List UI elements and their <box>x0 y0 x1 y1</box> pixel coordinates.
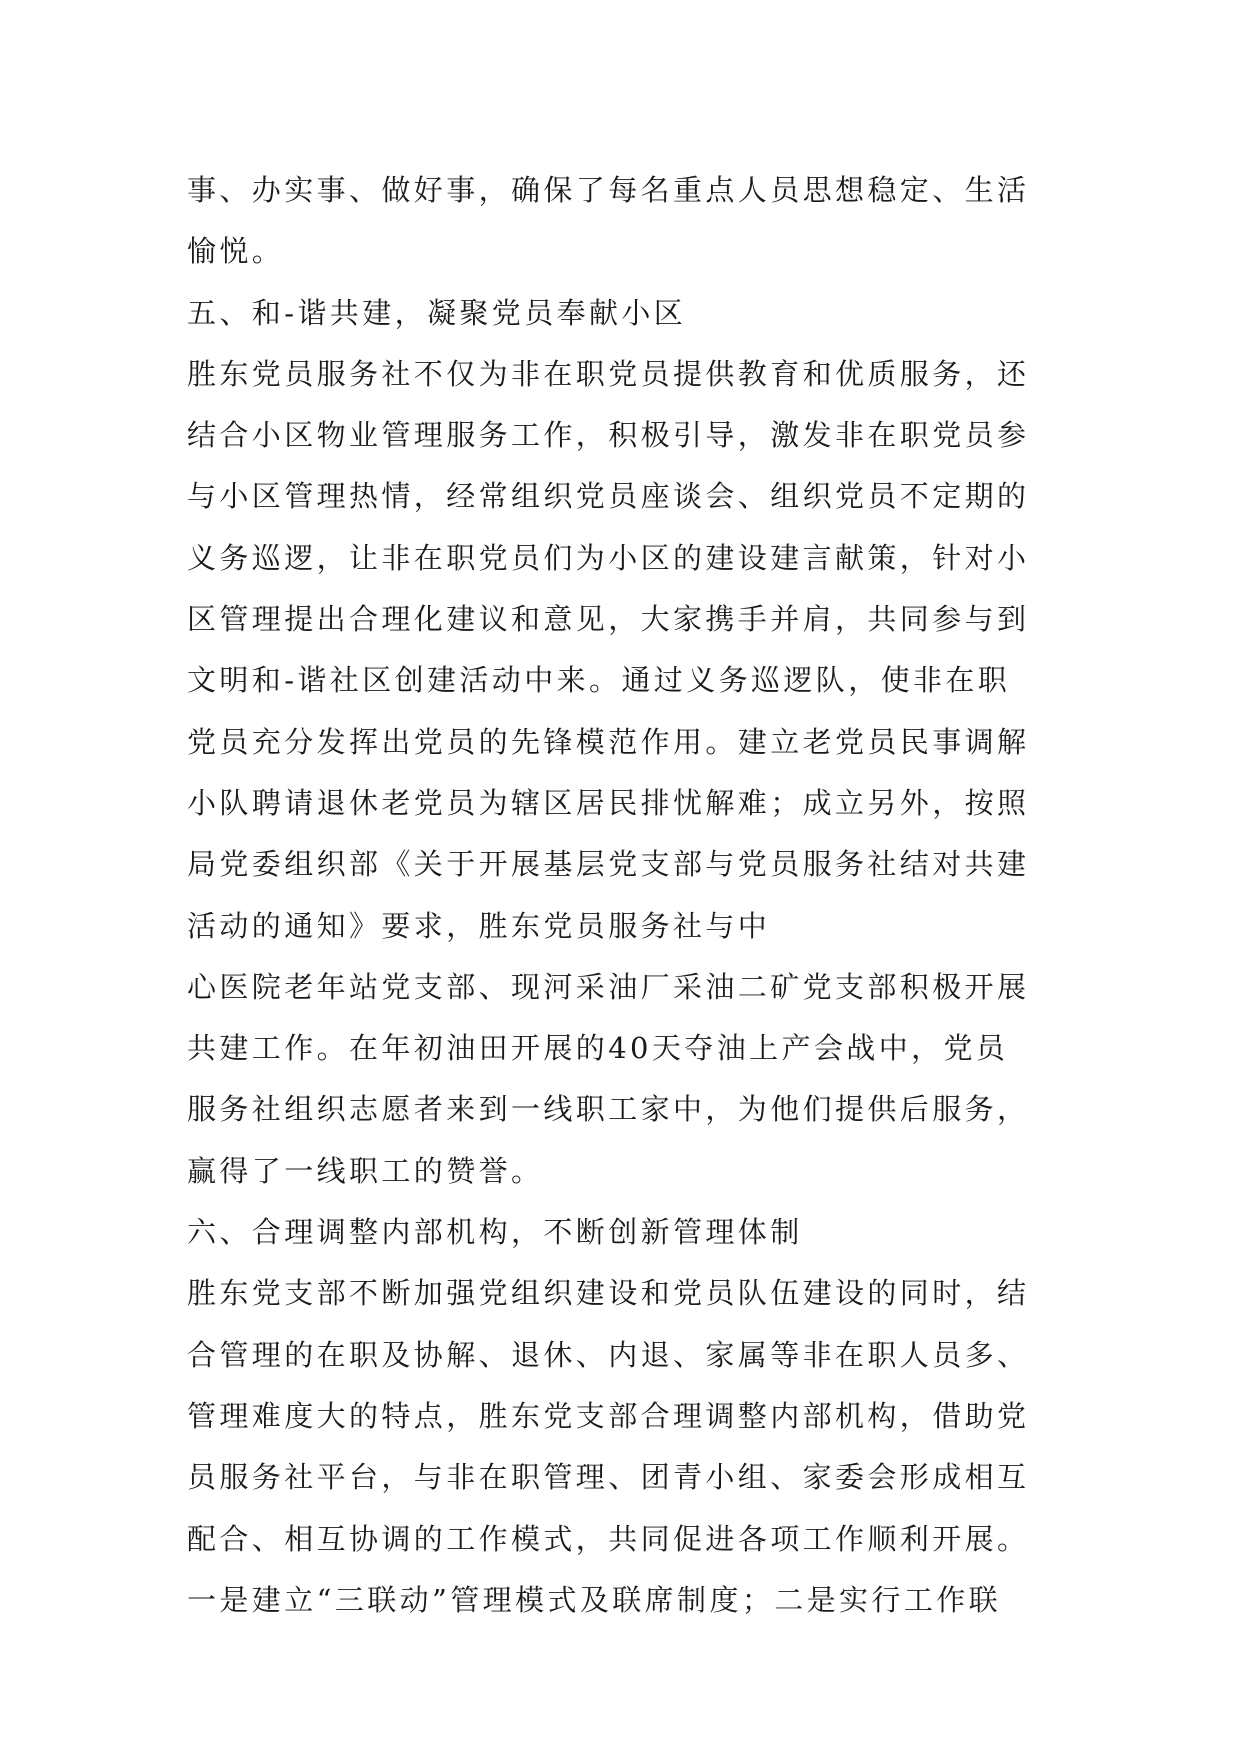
text-line: 配合、相互协调的工作模式，共同促进各项工作顺利开展。 <box>187 1521 1030 1556</box>
text-line: 服务社组织志愿者来到一线职工家中，为他们提供后服务， <box>187 1092 1030 1127</box>
text-line: 合管理的在职及协解、退休、内退、家属等非在职人员多、 <box>187 1337 1030 1372</box>
text-line: 区管理提出合理化建议和意见，大家携手并肩，共同参与到 <box>187 602 1030 637</box>
text-line: 赢得了一线职工的赞誉。 <box>187 1153 544 1188</box>
text-line: 心医院老年站党支部、现河采油厂采油二矿党支部积极开展 <box>187 969 1030 1004</box>
text-line: 文明和-谐社区创建活动中来。通过义务巡逻队，使非在职 <box>187 663 1011 698</box>
section-heading: 五、和-谐共建，凝聚党员奉献小区 <box>187 295 687 330</box>
text-line: 员服务社平台，与非在职管理、团青小组、家委会形成相互 <box>187 1460 1030 1495</box>
text-line: 胜东党员服务社不仅为非在职党员提供教育和优质服务，还 <box>187 356 1030 391</box>
text-line: 党员充分发挥出党员的先锋模范作用。建立老党员民事调解 <box>187 724 1030 759</box>
text-line: 胜东党支部不断加强党组织建设和党员队伍建设的同时，结 <box>187 1276 1030 1311</box>
text-line: 事、办实事、做好事，确保了每名重点人员思想稳定、生活 <box>187 173 1030 207</box>
section-heading: 六、合理调整内部机构，不断创新管理体制 <box>187 1215 803 1250</box>
body-text <box>187 160 1067 1631</box>
text-line: 活动的通知》要求，胜东党员服务社与中 <box>187 908 771 943</box>
text-line: 义务巡逻，让非在职党员们为小区的建设建言献策，针对小 <box>187 540 1030 575</box>
text-line: 共建工作。在年初油田开展的40天夺油上产会战中，党员 <box>187 1031 1009 1066</box>
text-line: 一是建立“三联动”管理模式及联席制度；二是实行工作联 <box>187 1582 1002 1617</box>
text-line: 愉悦。 <box>187 234 285 269</box>
text-line: 结合小区物业管理服务工作，积极引导，激发非在职党员参 <box>187 418 1030 453</box>
text-line: 与小区管理热情，经常组织党员座谈会、组织党员不定期的 <box>187 479 1030 514</box>
text-line: 小队聘请退休老党员为辖区居民排忧解难；成立另外，按照 <box>187 785 1030 820</box>
text-line: 局党委组织部《关于开展基层党支部与党员服务社结对共建 <box>187 847 1030 882</box>
text-line: 管理难度大的特点，胜东党支部合理调整内部机构，借助党 <box>187 1398 1030 1433</box>
